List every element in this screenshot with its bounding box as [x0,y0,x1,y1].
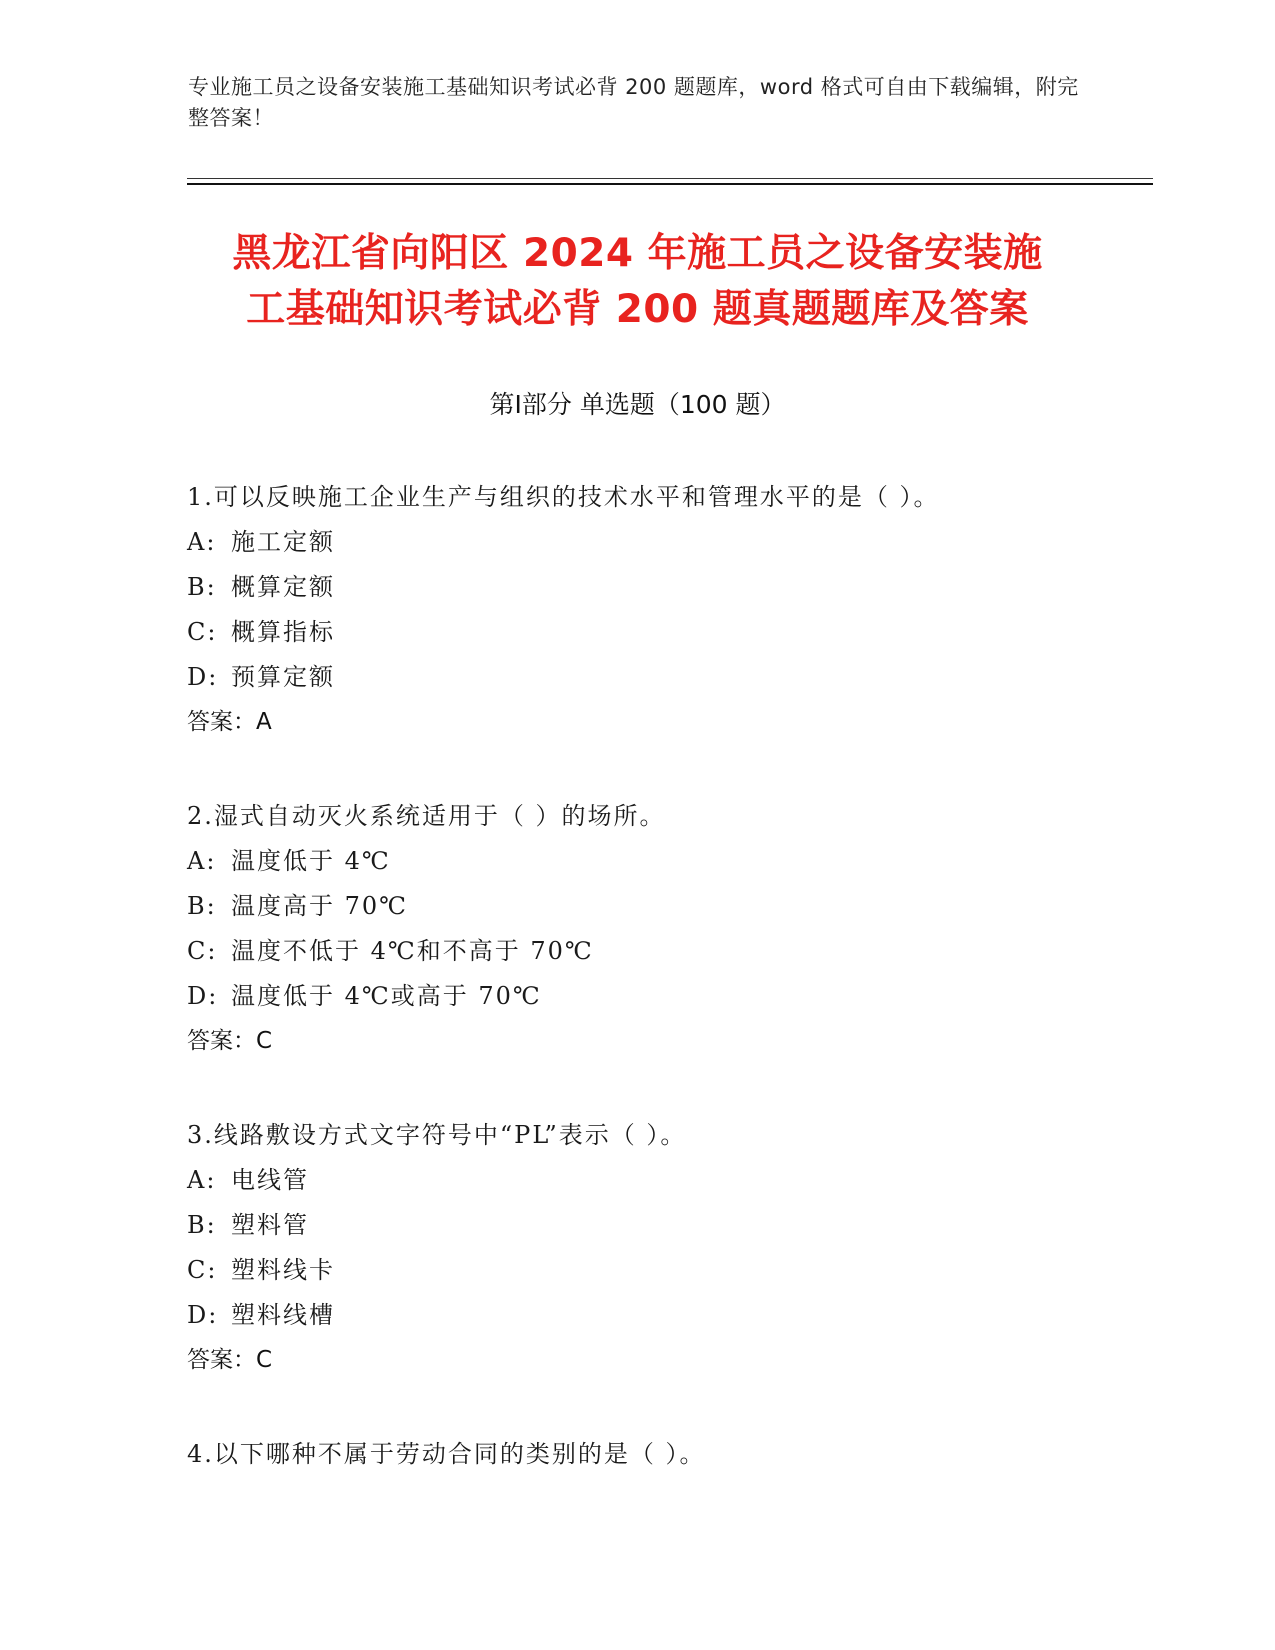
option-b [187,884,1147,929]
option-key: A: [187,1166,217,1194]
option-d [187,1293,1147,1338]
option-key: B: [187,1211,217,1239]
option-key: D: [187,982,219,1010]
option-text: 塑料线卡 [231,1256,335,1284]
question-2 [187,794,1147,1064]
question-stem: 1.可以反映施工企业生产与组织的技术水平和管理水平的是（ ）。 [187,483,940,511]
answer: 答案：A [187,709,272,735]
answer: 答案：C [187,1028,273,1054]
option-text: 预算定额 [231,663,335,691]
option-text: 概算定额 [231,573,335,601]
question-4 [187,1432,1147,1477]
document-title-line-2: 工基础知识考试必背 200 题真题题库及答案 [246,287,1029,332]
option-key: B: [187,892,217,920]
option-key: A: [187,528,217,556]
option-text: 温度高于 70℃ [231,892,409,920]
answer: 答案：C [187,1347,273,1373]
option-text: 电线管 [231,1166,309,1194]
option-b [187,1203,1147,1248]
option-text: 概算指标 [231,618,335,646]
option-a [187,839,1147,884]
option-a [187,520,1147,565]
option-key: D: [187,1301,219,1329]
option-key: D: [187,663,219,691]
question-3 [187,1113,1147,1383]
section-title: 第Ⅰ部分 单选题（100 题） [489,390,786,419]
question-stem: 3.线路敷设方式文字符号中“PL”表示（ ）。 [187,1121,687,1149]
option-key: C: [187,1256,218,1284]
option-d [187,974,1147,1019]
question-list [187,475,1147,1526]
question-1 [187,475,1147,745]
header-divider-thick [187,183,1153,185]
question-stem: 4.以下哪种不属于劳动合同的类别的是（ ）。 [187,1440,706,1468]
option-key: C: [187,618,218,646]
question-stem: 2.湿式自动灭火系统适用于（ ）的场所。 [187,802,666,830]
option-a [187,1158,1147,1203]
option-text: 塑料管 [231,1211,309,1239]
option-key: B: [187,573,217,601]
option-b [187,565,1147,610]
header-divider-thin [187,178,1153,179]
option-text: 温度低于 4℃或高于 70℃ [231,982,542,1010]
header-note: 专业施工员之设备安装施工基础知识考试必背 200 题题库，word 格式可自由下载编辑，附完整答案！ [188,75,1079,130]
option-text: 施工定额 [231,528,335,556]
document-title-line-1: 黑龙江省向阳区 2024 年施工员之设备安装施 [232,231,1043,276]
option-d [187,655,1147,700]
option-c [187,1248,1147,1293]
option-text: 塑料线槽 [231,1301,335,1329]
option-c [187,929,1147,974]
option-text: 温度低于 4℃ [231,847,391,875]
option-c [187,610,1147,655]
option-key: C: [187,937,218,965]
option-key: A: [187,847,217,875]
option-text: 温度不低于 4℃和不高于 70℃ [231,937,594,965]
document-title [140,226,1135,338]
